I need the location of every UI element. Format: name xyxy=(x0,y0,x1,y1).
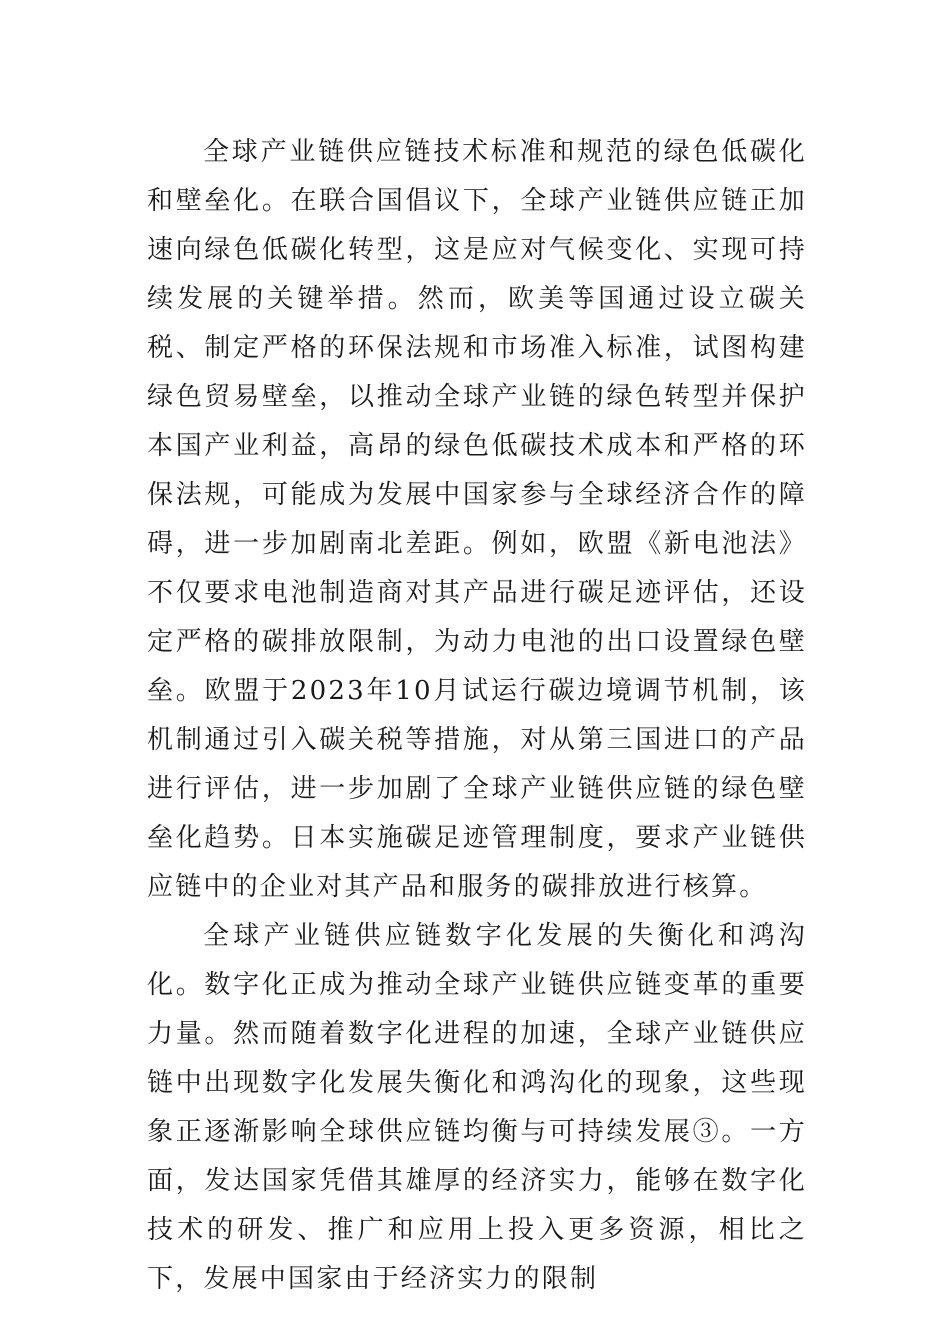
body-text xyxy=(147,128,807,1304)
paragraph-green-barriers: 全球产业链供应链技术标准和规范的绿色低碳化和壁垒化。在联合国倡议下，全球产业链供应链正加速向绿色低碳化转型，这是应对气候变化、实现可持续发展的关键举措。然而，欧美等国通过设立碳关税、制定严格的环保法规和市场准入标准，试图构建绿色贸易壁垒，以推动全球产业链的绿色转型并保护本国产业利益，高昂的绿色低碳技术成本和严格的环保法规，可能成为发展中国家参与全球经济合作的障碍，进一步加剧南北差距。例如，欧盟《新电池法》不仅要求电池制造商对其产品进行碳足迹评估，还设定严格的碳排放限制，为动力电池的出口设置绿色壁垒。欧盟于2023年10月试运行碳边境调节机制，该机制通过引入碳关税等措施，对从第三国进口的产品进行评估，进一步加剧了全球产业链供应链的绿色壁垒化趋势。日本实施碳足迹管理制度，要求产业链供应链中的企业对其产品和服务的碳排放进行核算。 xyxy=(147,137,807,902)
paragraph-digital-divide: 全球产业链供应链数字化发展的失衡化和鸿沟化。数字化正成为推动全球产业链供应链变革的重要力量。然而随着数字化进程的加速，全球产业链供应链中出现数字化发展失衡化和鸿沟化的现象，这些现象正逐渐影响全球供应链均衡与可持续发展③。一方面，发达国家凭借其雄厚的经济实力，能够在数字化技术的研发、推广和应用上投入更多资源，相比之下，发展中国家由于经济实力的限制 xyxy=(147,921,807,1294)
